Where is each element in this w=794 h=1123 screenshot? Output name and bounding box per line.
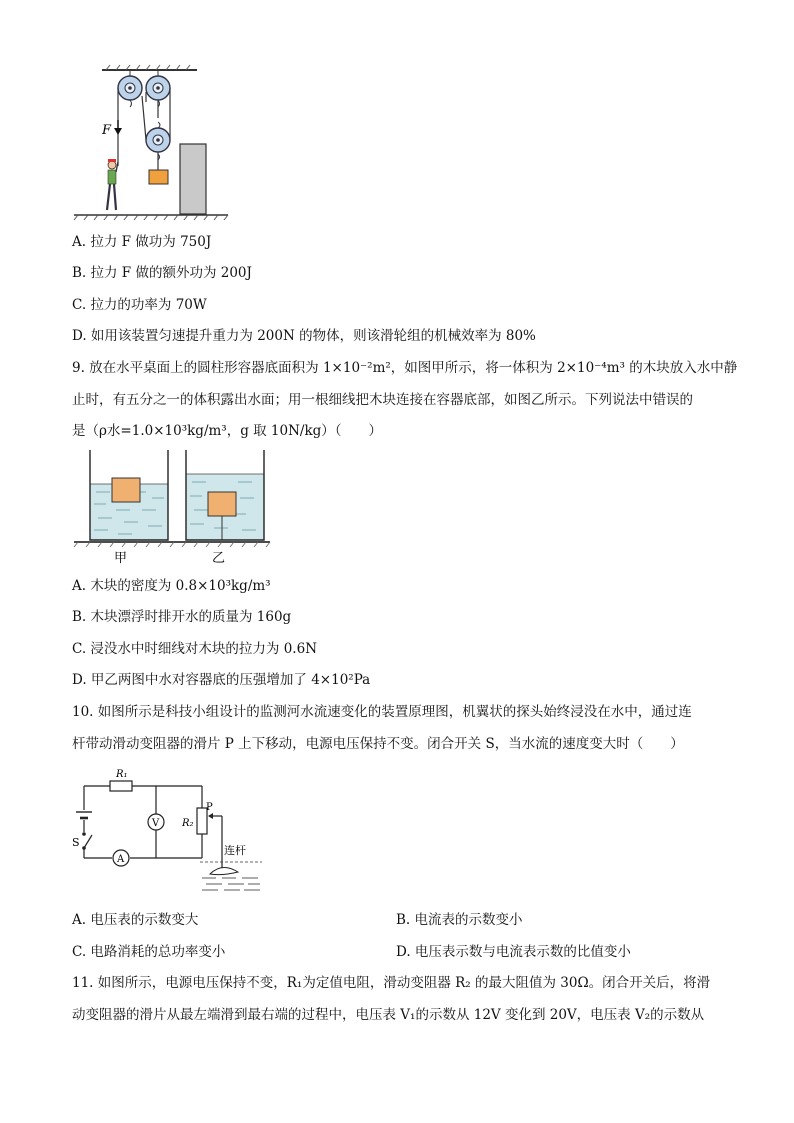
figure-label-yi: 乙 xyxy=(212,551,226,566)
q8-option-c: C. 拉力的功率为 70W xyxy=(72,297,207,313)
ammeter-label: A xyxy=(117,854,125,865)
figure-label-jia: 甲 xyxy=(114,551,128,566)
rod-label: 连杆 xyxy=(224,844,246,857)
force-label: F xyxy=(102,123,112,138)
q10-stem-line-2: 杆带动滑动变阻器的滑片 P 上下移动，电源电压保持不变。闭合开关 S，当水流的速度变大时（ ） xyxy=(72,736,684,752)
voltmeter-label: V xyxy=(152,818,160,829)
q8-option-a: A. 拉力 F 做功为 750J xyxy=(72,234,212,250)
q9-stem-line-2: 止时，有五分之一的体积露出水面；用一根细线把木块连接在容器底部，如图乙所示。下列说法中错误的 xyxy=(72,392,693,408)
switch-label: S xyxy=(72,836,80,849)
container-figure xyxy=(72,448,272,568)
q10-stem-line-1: 10. 如图所示是科技小组设计的监测河水流速变化的装置原理图，机翼状的探头始终浸没在水中，通过连 xyxy=(72,704,692,720)
q10-option-d: D. 电压表示数与电流表示数的比值变小 xyxy=(396,944,631,960)
q10-option-c: C. 电路消耗的总功率变小 xyxy=(72,944,226,960)
r1-label: R₁ xyxy=(116,769,128,780)
q11-stem-line-2: 动变阻器的滑片从最左端滑到最右端的过程中，电压表 V₁的示数从 12V 变化到 20V，电压表 V₂的示数从 xyxy=(72,1007,705,1023)
circuit-figure xyxy=(72,762,272,897)
q9-option-a: A. 木块的密度为 0.8×10³kg/m³ xyxy=(72,578,271,594)
q9-option-c: C. 浸没水中时细线对木块的拉力为 0.6N xyxy=(72,641,318,657)
q9-option-d: D. 甲乙两图中水对容器底的压强增加了 4×10²Pa xyxy=(72,672,371,688)
pulley-figure xyxy=(72,62,242,224)
slider-label: P xyxy=(206,802,213,813)
q9-option-b: B. 木块漂浮时排开水的质量为 160g xyxy=(72,609,292,625)
q10-option-a: A. 电压表的示数变大 xyxy=(72,912,199,928)
r2-label: R₂ xyxy=(182,818,194,829)
q9-stem-line-1: 9. 放在水平桌面上的圆柱形容器底面积为 1×10⁻²m²，如图甲所示，将一体积为 2×10⁻⁴m³ 的木块放入水中静 xyxy=(72,360,738,376)
q11-stem-line-1: 11. 如图所示，电源电压保持不变，R₁为定值电阻，滑动变阻器 R₂ 的最大阻值为 30Ω。闭合开关后，将滑 xyxy=(72,975,711,991)
q8-option-d: D. 如用该装置匀速提升重力为 200N 的物体，则该滑轮组的机械效率为 80% xyxy=(72,328,536,344)
q9-stem-line-3: 是（ρ水=1.0×10³kg/m³，g 取 10N/kg）（ ） xyxy=(72,423,383,439)
q10-option-b: B. 电流表的示数变小 xyxy=(396,912,523,928)
q8-option-b: B. 拉力 F 做的额外功为 200J xyxy=(72,265,252,281)
